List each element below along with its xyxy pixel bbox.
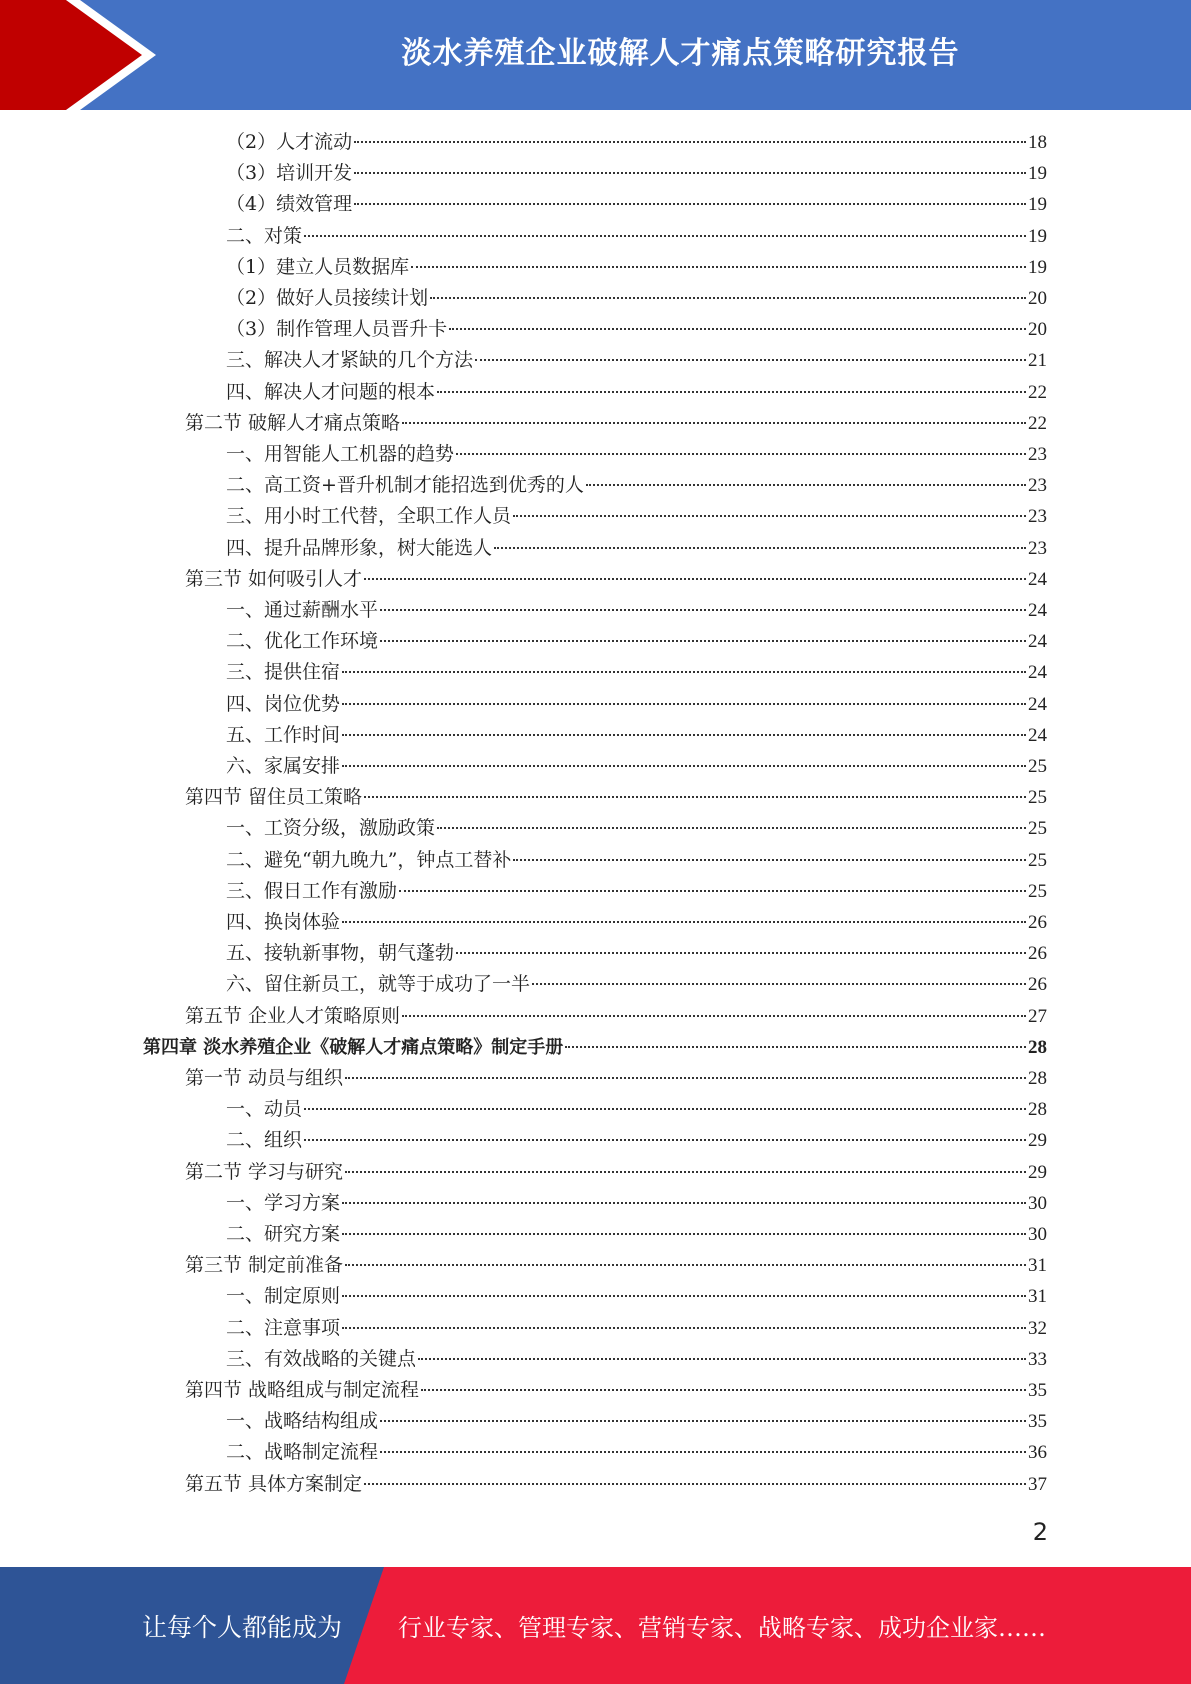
footer-slogan-left: 让每个人都能成为 xyxy=(142,1612,343,1642)
footer-slogan-right: 行业专家、管理专家、营销专家、战略专家、成功企业家…… xyxy=(398,1614,1046,1642)
toc-dot-leader xyxy=(586,483,1026,486)
toc-dot-leader xyxy=(380,1450,1026,1453)
toc-entry[interactable] xyxy=(226,1313,1047,1344)
toc-dot-leader xyxy=(304,1107,1026,1110)
toc-entry-title: 四、换岗体验 xyxy=(226,911,341,933)
toc-entry[interactable] xyxy=(143,1032,1047,1063)
toc-dot-leader xyxy=(402,421,1026,424)
toc-entry[interactable] xyxy=(226,938,1047,969)
toc-entry-page: 28 xyxy=(1028,1036,1047,1058)
toc-dot-leader xyxy=(364,795,1026,798)
toc-entry[interactable] xyxy=(226,345,1047,376)
toc-dot-leader xyxy=(380,1419,1026,1422)
toc-entry-page: 22 xyxy=(1028,412,1047,434)
toc-entry-title: 第三节 制定前准备 xyxy=(185,1254,344,1277)
toc-entry[interactable] xyxy=(226,689,1047,720)
toc-entry-title: 一、战略结构组成 xyxy=(226,1410,379,1433)
toc-entry[interactable] xyxy=(226,1188,1047,1219)
toc-dot-leader xyxy=(513,514,1026,517)
toc-dot-leader xyxy=(449,327,1026,330)
toc-dot-leader xyxy=(475,358,1026,361)
toc-entry-title: 第四节 战略组成与制定流程 xyxy=(185,1379,420,1401)
toc-entry-page: 25 xyxy=(1028,756,1047,777)
toc-entry-title: 三、假日工作有激励 xyxy=(226,879,398,902)
toc-entry-page: 24 xyxy=(1028,693,1047,715)
toc-entry-title: 一、动员 xyxy=(226,1098,303,1121)
toc-dot-leader xyxy=(456,951,1026,954)
toc-entry-title: 一、学习方案 xyxy=(226,1191,341,1214)
toc-dot-leader xyxy=(342,764,1026,767)
toc-entry-page: 31 xyxy=(1028,1286,1047,1308)
toc-entry-page: 26 xyxy=(1028,912,1047,933)
toc-entry[interactable] xyxy=(226,969,1047,1000)
toc-entry-title: 第四节 留住员工策略 xyxy=(185,786,363,809)
toc-entry-page: 30 xyxy=(1028,1224,1047,1245)
toc-entry-page: 29 xyxy=(1028,1130,1047,1152)
toc-entry-title: 一、制定原则 xyxy=(226,1285,341,1308)
toc-entry-title: 四、提升品牌形象，树大能选人 xyxy=(226,536,493,559)
toc-entry-page: 23 xyxy=(1028,537,1047,559)
toc-entry-title: 第一节 动员与组织 xyxy=(185,1067,344,1089)
toc-dot-leader xyxy=(364,577,1026,580)
toc-entry-title: 一、通过薪酬水平 xyxy=(226,599,379,621)
toc-entry[interactable] xyxy=(185,1001,1047,1032)
toc-dot-leader xyxy=(380,639,1026,642)
toc-entry[interactable] xyxy=(226,1406,1047,1437)
toc-entry-page: 36 xyxy=(1028,1442,1047,1464)
toc-entry[interactable] xyxy=(226,501,1047,532)
toc-entry-title: 四、解决人才问题的根本 xyxy=(226,380,436,403)
toc-entry-page: 19 xyxy=(1028,163,1047,185)
toc-entry[interactable] xyxy=(226,283,1047,314)
toc-entry[interactable] xyxy=(226,189,1047,220)
toc-entry[interactable] xyxy=(185,1375,1047,1406)
toc-entry-title: 二、对策 xyxy=(226,224,303,247)
toc-entry-page: 23 xyxy=(1028,475,1047,497)
toc-entry-page: 35 xyxy=(1028,1380,1047,1401)
toc-entry[interactable] xyxy=(226,626,1047,657)
toc-entry-page: 18 xyxy=(1028,132,1047,153)
toc-entry[interactable] xyxy=(226,470,1047,501)
toc-dot-leader xyxy=(354,202,1026,205)
toc-dot-leader xyxy=(342,920,1026,923)
toc-dot-leader xyxy=(354,140,1026,143)
toc-entry[interactable] xyxy=(226,439,1047,470)
toc-entry[interactable] xyxy=(226,657,1047,688)
toc-entry-title: 五、工作时间 xyxy=(226,723,341,746)
toc-entry[interactable] xyxy=(185,408,1047,439)
toc-entry-title: 第三节 如何吸引人才 xyxy=(185,567,363,590)
toc-entry-title: 三、有效战略的关键点 xyxy=(226,1347,417,1370)
toc-entry-title: 三、解决人才紧缺的几个方法 xyxy=(226,349,474,372)
toc-entry[interactable] xyxy=(226,158,1047,189)
toc-entry[interactable] xyxy=(226,813,1047,844)
toc-entry-title: 二、研究方案 xyxy=(226,1223,341,1245)
toc-entry-title: 六、留住新员工，就等于成功了一半 xyxy=(226,973,531,996)
toc-entry[interactable] xyxy=(226,595,1047,626)
toc-entry-title: 二、战略制定流程 xyxy=(226,1441,379,1464)
toc-entry-page: 26 xyxy=(1028,943,1047,965)
toc-entry[interactable] xyxy=(226,1125,1047,1156)
toc-entry-title: 三、提供住宿 xyxy=(226,661,341,684)
toc-entry-title: （3）制作管理人员晋升卡 xyxy=(226,318,448,341)
toc-entry-page: 27 xyxy=(1028,1005,1047,1027)
toc-entry-page: 24 xyxy=(1028,568,1047,590)
toc-dot-leader xyxy=(437,826,1026,829)
toc-entry-title: 二、优化工作环境 xyxy=(226,630,379,653)
toc-entry[interactable] xyxy=(226,751,1047,782)
toc-entry[interactable] xyxy=(226,377,1047,408)
toc-entry-page: 19 xyxy=(1028,194,1047,216)
toc-entry-page: 25 xyxy=(1028,818,1047,840)
toc-entry-page: 35 xyxy=(1028,1411,1047,1433)
toc-entry-page: 19 xyxy=(1028,225,1047,247)
toc-entry[interactable] xyxy=(226,533,1047,564)
toc-entry-title: 二、组织 xyxy=(226,1129,303,1152)
toc-entry[interactable] xyxy=(226,720,1047,751)
toc-entry-title: 三、用小时工代替，全职工作人员 xyxy=(226,505,512,528)
toc-entry-title: 五、接轨新事物，朝气蓬勃 xyxy=(226,942,455,965)
toc-entry-title: （3）培训开发 xyxy=(226,162,353,185)
toc-entry[interactable] xyxy=(226,252,1047,283)
toc-entry-page: 24 xyxy=(1028,600,1047,621)
toc-entry-page: 32 xyxy=(1028,1317,1047,1339)
toc-entry-page: 29 xyxy=(1028,1161,1047,1183)
toc-dot-leader xyxy=(345,1076,1026,1079)
toc-dot-leader xyxy=(342,733,1026,736)
toc-entry-page: 20 xyxy=(1028,319,1047,341)
toc-dot-leader xyxy=(364,1482,1026,1485)
toc-entry-page: 21 xyxy=(1028,350,1047,372)
toc-entry-title: 二、避免“朝九晚九”，钟点工替补 xyxy=(226,848,512,871)
toc-entry-title: （2）人才流动 xyxy=(226,131,353,153)
toc-dot-leader xyxy=(494,546,1026,549)
toc-entry-page: 26 xyxy=(1028,974,1047,996)
toc-entry-page: 28 xyxy=(1028,1068,1047,1089)
toc-dot-leader xyxy=(354,171,1026,174)
toc-entry-title: 二、高工资+晋升机制才能招选到优秀的人 xyxy=(226,474,584,497)
toc-entry-page: 24 xyxy=(1028,724,1047,746)
toc-entry-title: 四、岗位优势 xyxy=(226,692,341,715)
toc-entry-page: 37 xyxy=(1028,1473,1047,1495)
toc-entry[interactable] xyxy=(185,1063,1047,1094)
toc-dot-leader xyxy=(418,1357,1026,1360)
toc-entry-title: （1）建立人员数据库 xyxy=(226,255,410,278)
toc-dot-leader xyxy=(342,670,1026,673)
toc-entry[interactable] xyxy=(226,127,1047,158)
toc-entry-page: 24 xyxy=(1028,662,1047,684)
toc-entry-title: 第二节 破解人才痛点策略 xyxy=(185,411,401,434)
toc-dot-leader xyxy=(342,702,1026,705)
toc-entry[interactable] xyxy=(226,221,1047,252)
toc-entry-title: 第四章 淡水养殖企业《破解人才痛点策略》制定手册 xyxy=(143,1036,564,1058)
toc-dot-leader xyxy=(304,1138,1026,1141)
toc-entry-page: 28 xyxy=(1028,1099,1047,1121)
toc-dot-leader xyxy=(345,1170,1026,1173)
toc-dot-leader xyxy=(532,982,1026,985)
toc-dot-leader xyxy=(342,1232,1026,1235)
toc-entry[interactable] xyxy=(185,1157,1047,1188)
toc-dot-leader xyxy=(342,1326,1026,1329)
toc-entry[interactable] xyxy=(226,314,1047,345)
toc-entry-title: 第五节 具体方案制定 xyxy=(185,1472,363,1495)
toc-entry-page: 19 xyxy=(1028,256,1047,278)
toc-dot-leader xyxy=(430,296,1026,299)
toc-dot-leader xyxy=(402,1014,1026,1017)
toc-entry-title: （4）绩效管理 xyxy=(226,193,353,216)
header-arrow-red xyxy=(0,0,150,110)
toc-entry-page: 25 xyxy=(1028,880,1047,902)
toc-entry[interactable] xyxy=(226,1219,1047,1250)
toc-entry-page: 23 xyxy=(1028,506,1047,528)
toc-dot-leader xyxy=(399,889,1026,892)
toc-dot-leader xyxy=(342,1294,1026,1297)
toc-dot-leader xyxy=(345,1263,1026,1266)
toc-entry-title: 第五节 企业人才策略原则 xyxy=(185,1004,401,1027)
toc-entry-page: 24 xyxy=(1028,631,1047,653)
toc-entry-title: 一、工资分级，激励政策 xyxy=(226,817,436,840)
toc-entry[interactable] xyxy=(185,1469,1047,1500)
toc-entry[interactable] xyxy=(226,1281,1047,1312)
toc-entry-title: 六、家属安排 xyxy=(226,755,341,777)
toc-dot-leader xyxy=(565,1045,1026,1048)
toc-dot-leader xyxy=(421,1388,1026,1391)
toc-entry-page: 31 xyxy=(1028,1255,1047,1277)
toc-dot-leader xyxy=(304,234,1026,237)
toc-entry-page: 30 xyxy=(1028,1192,1047,1214)
toc-entry-page: 25 xyxy=(1028,849,1047,871)
toc-entry-title: （2）做好人员接续计划 xyxy=(226,287,429,309)
toc-entry[interactable] xyxy=(226,1437,1047,1468)
toc-entry-page: 25 xyxy=(1028,787,1047,809)
toc-dot-leader xyxy=(456,452,1026,455)
page-number: 2 xyxy=(1032,1518,1048,1546)
toc-entry[interactable] xyxy=(185,1250,1047,1281)
document-title: 淡水养殖企业破解人才痛点策略研究报告 xyxy=(401,36,960,71)
toc-entry[interactable] xyxy=(226,845,1047,876)
toc-dot-leader xyxy=(342,1201,1026,1204)
toc-entry-page: 20 xyxy=(1028,288,1047,309)
toc-dot-leader xyxy=(437,390,1026,393)
toc-dot-leader xyxy=(411,265,1026,268)
toc-entry[interactable] xyxy=(226,1344,1047,1375)
toc-entry-title: 一、用智能人工机器的趋势 xyxy=(226,443,455,465)
toc-dot-leader xyxy=(513,858,1026,861)
toc-entry[interactable] xyxy=(185,782,1047,813)
page-header xyxy=(0,0,1191,110)
toc-entry[interactable] xyxy=(226,876,1047,907)
toc-entry-page: 22 xyxy=(1028,381,1047,403)
toc-entry-title: 二、注意事项 xyxy=(226,1316,341,1339)
toc-entry[interactable] xyxy=(226,1094,1047,1125)
toc-entry-title: 第二节 学习与研究 xyxy=(185,1160,344,1183)
toc-entry[interactable] xyxy=(185,564,1047,595)
toc-entry-page: 23 xyxy=(1028,444,1047,465)
toc-entry-page: 33 xyxy=(1028,1348,1047,1370)
toc-entry[interactable] xyxy=(226,907,1047,938)
page-footer xyxy=(0,1567,1191,1684)
toc-dot-leader xyxy=(380,608,1026,611)
